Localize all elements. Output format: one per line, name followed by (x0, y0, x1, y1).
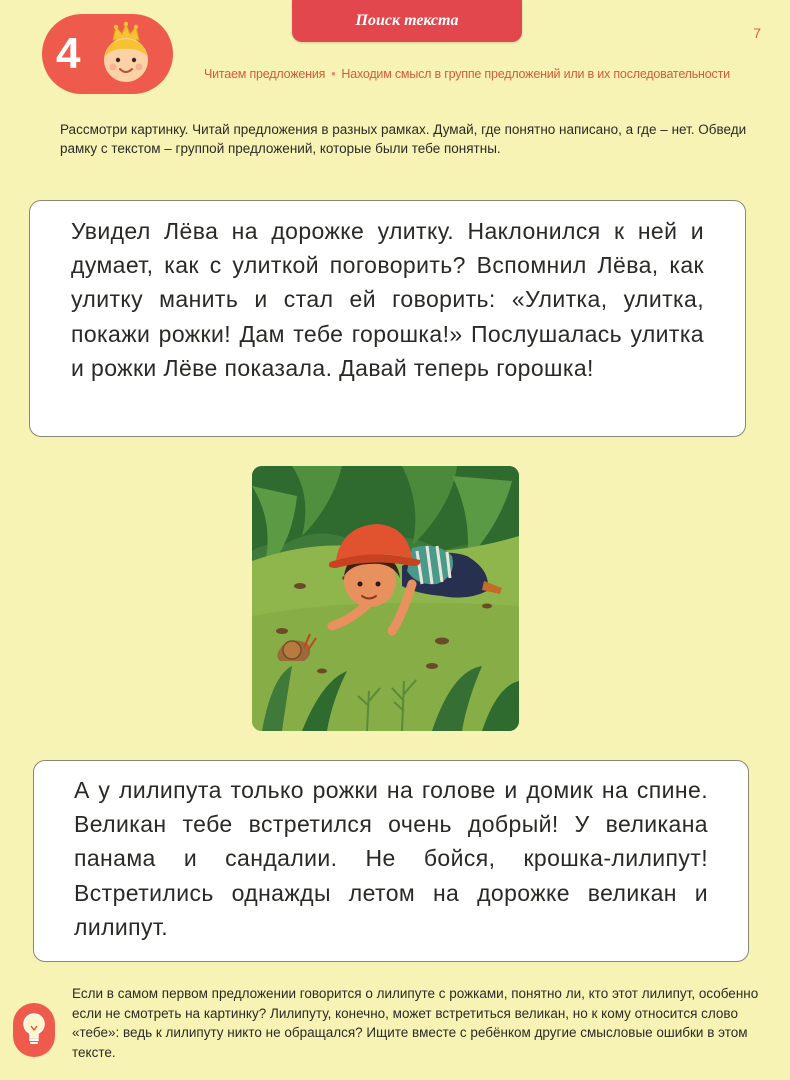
page-number: 7 (753, 25, 761, 41)
section-tab-label: Поиск текста (355, 12, 459, 29)
lightbulb-icon (21, 1012, 47, 1048)
lesson-number: 4 (56, 29, 81, 78)
frame-1-text: Увидел Лёва на дорожке улитку. Наклонился к ней и думает, как с улиткой поговорить? Вспомнил Лёва, как улитку манить и стал ей говорить: «Улитка, улитка, покажи рожки! Дам тебе горошка!» Послушалась улитка и рожки Лёве показала. Давай теперь горошка! (71, 218, 704, 381)
breadcrumb-item-1: Читаем предложения (204, 67, 326, 81)
parent-note: Если в самом первом предложении говорится о лилипуте с рожками, понятно ли, кто этот лилипут, особенно если не смотреть на картинку? Лилипуту, конечно, может встретиться великан, но к кому относится слово «тебе»: ведь к лилипуту никто не обращался? Ищите вместе с ребёнком другие смысловые ошибки в этом тексте. (72, 986, 759, 1060)
task-instruction: Рассмотри картинку. Читай предложения в разных рамках. Думай, где понятно написано, а где – нет. Обведи рамку с текстом – группой предложений, которые были тебе понятны. (60, 122, 747, 156)
breadcrumb-separator: • (331, 67, 336, 81)
illustration-boy-with-snail (252, 466, 519, 731)
breadcrumb-item-2: Находим смысл в группе предложений или в их последовательности (341, 67, 730, 81)
breadcrumb (204, 67, 730, 81)
text-frame-1[interactable] (29, 200, 746, 437)
frame-2-text: А у лилипута только рожки на голове и домик на спине. Великан тебе встретился очень добрый! У великана панама и сандалии. Не бойся, крошка-лилипут! Встретились однажды летом на дорожке великан и лилипут. (74, 777, 708, 940)
tip-badge (13, 1003, 55, 1057)
text-frame-2[interactable] (33, 760, 749, 962)
section-tab (292, 0, 522, 42)
child-with-crown-icon (94, 20, 158, 88)
lesson-badge (42, 14, 173, 94)
